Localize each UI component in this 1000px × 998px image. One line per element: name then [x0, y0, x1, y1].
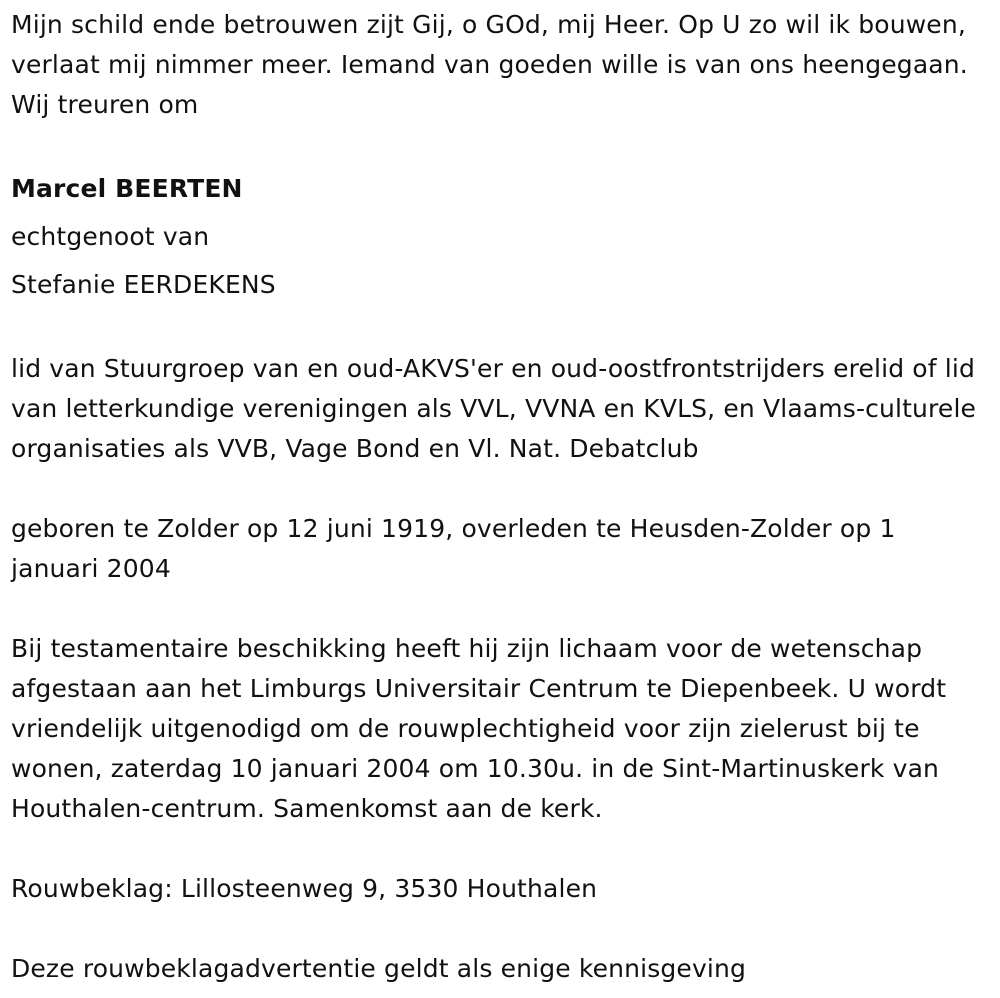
ceremony-paragraph: Bij testamentaire beschikking heeft hij zijn lichaam voor de wetenschap afgestaan aan het Limburgs Universitair Centrum te Diepenbeek. U wordt vriendelijk uitgenodigd om de rouwplechtigheid voor zijn zielerust bij te wonen, zaterdag 10 januari 2004 om 10.30u. in de Sint-Martinuskerk van Houthalen-centrum. Samenkomst aan de kerk. [11, 634, 947, 823]
spacer [11, 309, 991, 349]
relation-text: echtgenoot van [11, 222, 210, 251]
spacer [11, 469, 991, 509]
condolence-address: Rouwbeklag: Lillosteenweg 9, 3530 Houthalen [11, 874, 598, 903]
spacer [11, 829, 991, 869]
spouse-name: Stefanie EERDEKENS [11, 270, 276, 299]
life-dates-paragraph: geboren te Zolder op 12 juni 1919, overleden te Heusden-Zolder op 1 januari 2004 [11, 514, 896, 583]
obituary-notice [11, 5, 991, 989]
notice-text: Deze rouwbeklagadvertentie geldt als enige kennisgeving [11, 954, 747, 983]
deceased-name: Marcel BEERTEN [11, 174, 243, 203]
memberships-paragraph: lid van Stuurgroep van en oud-AKVS'er en oud-oostfrontstrijders erelid of lid van letterkundige verenigingen als VVL, VVNA en KVLS, en Vlaams-culturele organisaties als VVB, Vage Bond en Vl. Nat. Debatclub [11, 354, 977, 463]
spacer [11, 125, 991, 165]
intro-paragraph: Mijn schild ende betrouwen zijt Gij, o GOd, mij Heer. Op U zo wil ik bouwen, verlaat mij nimmer meer. Iemand van goeden wille is van ons heengegaan. Wij treuren om [11, 10, 968, 119]
spacer [11, 909, 991, 949]
spacer [11, 589, 991, 629]
